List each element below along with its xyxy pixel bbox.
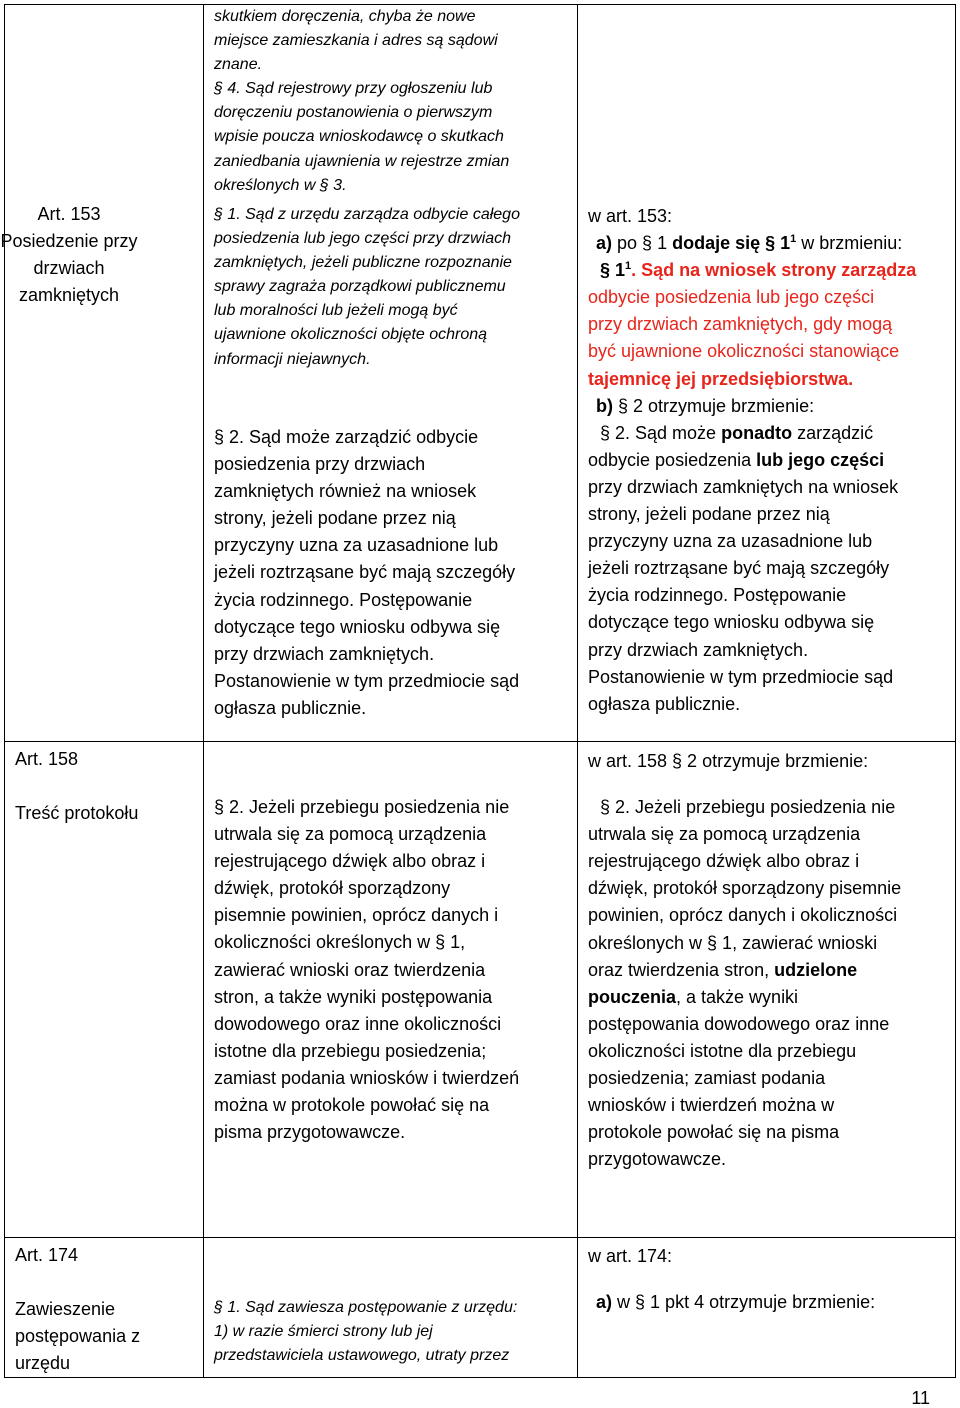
current-law-art153-par1: § 1. Sąd z urzędu zarządza odbycie całego posiedzenia lub jego części przy drzwiach zamkniętych, jeżeli publiczne rozpoznanie sprawy zagraża porządkowi publicznemu lub moralności lub jeżeli mogą być ujawnione okoliczności objęte ochroną informacji niejawnych. — [214, 206, 520, 368]
art153-heading: Art. 153 Posiedzenie przy drzwiach zamkniętych — [0, 204, 138, 306]
row-divider-2 — [4, 1237, 956, 1238]
current-law-art153-par2: § 2. Sąd może zarządzić odbycie posiedzenia przy drzwiach zamkniętych również na wniosek strony, jeżeli podane przez nią przyczyny uzna za uzasadnione lub jeżeli roztrząsane być mają szczegóły życia rodzinnego. Postępowanie dotyczące tego wniosku odbywa się przy drzwiach zamkniętych. Postanowienie w tym przedmiocie sąd ogłasza publicznie. — [214, 427, 520, 718]
amendment-art174: w art. 174: a) w § 1 pkt 4 otrzymuje brzmienie: — [588, 1246, 876, 1313]
column-divider-1 — [203, 4, 204, 1378]
page-number: 11 — [911, 1388, 930, 1408]
current-law-art152-tail: skutkiem doręczenia, chyba że nowe miejsce zamieszkania i adres są sądowi znane. § 4. Sąd rejestrowy przy ogłoszeniu lub doręczeniu postanowienia o pierwszym wpisie poucza wnioskodawcę o skutkach zaniedbania ujawnienia w rejestrze zmian określonych w § 3. — [214, 8, 510, 194]
row-divider-1 — [4, 741, 956, 742]
amendment-art158: w art. 158 § 2 otrzymuje brzmienie: § 2. Jeżeli przebiegu posiedzenia nie utrwala się za pomocą urządzenia rejestrującego dźwięk albo obraz i dźwięk, protokół sporządzony pisemnie powinien, oprócz danych i okoliczności określonych w § 1, zawierać wnioski oraz twierdzenia stron, udzielone pouczenia, a także wyniki postępowania dowodowego oraz inne okoliczności istotne dla przebiegu posiedzenia; zamiast podania wniosków i twierdzeń można w protokole powołać się na pisma przygotowawcze. — [588, 751, 902, 1170]
row-border-bottom — [4, 1377, 956, 1378]
current-law-art174-par1: § 1. Sąd zawiesza postępowanie z urzędu: 1) w razie śmierci strony lub jej przedstawiciela ustawowego, utraty przez — [214, 1299, 518, 1365]
art174-heading: Art. 174 Zawieszenie postępowania z urzędu — [15, 1245, 141, 1374]
table-border-right — [955, 4, 956, 1378]
art158-heading: Art. 158 Treść protokołu — [15, 749, 139, 824]
amendment-art153: w art. 153: a) po § 1 dodaje się § $1^1$ w brzmieniu: § $1^1$. Sąd na wniosek strony zarządza odbycie posiedzenia lub jego części przy drzwiach zamkniętych, gdy mogą być ujawnione okoliczności stanowiące tajemnicę jej przedsiębiorstwa. b) § 2 otrzymuje brzmienie: § 2. Sąd może ponadto zarządzić odbycie posiedzenia lub jego części przy drzwiach zamkniętych na wniosek strony, jeżeli podane przez nią przyczyny uzna za uzasadnione lub jeżeli roztrząsane być mają szczegóły życia rodzinnego. Postępowanie dotyczące tego wniosku odbywa się przy drzwiach zamkniętych. Postanowienie w tym przedmiocie sąd ogłasza publicznie. — [588, 206, 917, 714]
current-law-art158-par2: § 2. Jeżeli przebiegu posiedzenia nie utrwala się za pomocą urządzenia rejestrującego dźwięk albo obraz i dźwięk, protokół sporządzony pisemnie powinien, oprócz danych i okoliczności określonych w § 1, zawierać wnioski oraz twierdzenia stron, a także wyniki postępowania dowodowego oraz inne okoliczności istotne dla przebiegu posiedzenia; zamiast podania wniosków i twierdzeń można w protokole powołać się na pisma przygotowawcze. — [214, 797, 520, 1143]
column-divider-2 — [577, 4, 578, 1378]
